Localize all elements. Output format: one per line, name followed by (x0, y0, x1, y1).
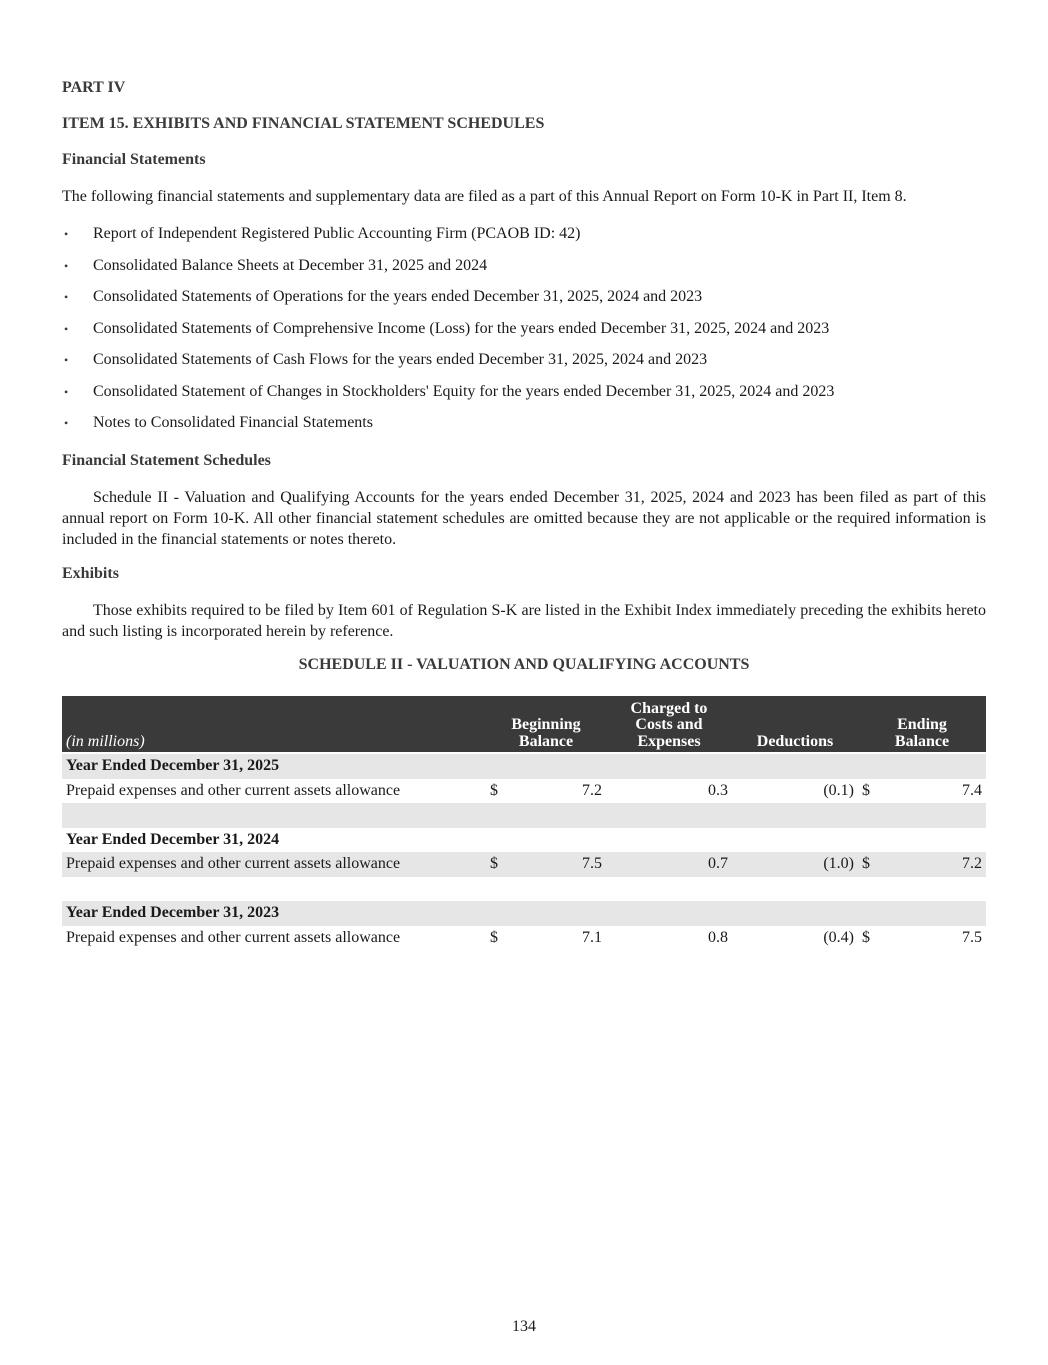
table-row (62, 852, 986, 877)
row-label: Prepaid expenses and other current assets allowance (66, 781, 401, 799)
list-item-text: Report of Independent Registered Public Accounting Firm (PCAOB ID: 42) (93, 225, 581, 242)
list-item-text: Consolidated Statements of Operations for the years ended December 31, 2025, 2024 and 2023 (93, 288, 703, 305)
bullet-icon: • (64, 353, 69, 367)
financial-statements-intro: The following financial statements and supplementary data are filed as a part of this Annual Report on Form 10-K in Part II, Item 8. (62, 188, 907, 205)
table-row (62, 926, 986, 951)
bullet-icon: • (64, 321, 69, 336)
bullet-icon: • (64, 227, 69, 241)
beginning-balance: 7.1 (582, 928, 602, 946)
spacer-row (62, 877, 986, 902)
list-item-text: Notes to Consolidated Financial Statements (93, 414, 373, 431)
bullet-icon: • (64, 416, 69, 430)
currency-symbol: $ (862, 928, 870, 946)
currency-symbol: $ (490, 855, 498, 873)
year-row (62, 753, 986, 779)
charged-value: 0.3 (708, 781, 728, 799)
deductions-header: Deductions (732, 696, 858, 753)
spacer-row (62, 803, 986, 828)
bullet-icon: • (64, 290, 69, 304)
charged-value: 0.7 (708, 855, 728, 873)
list-item (62, 348, 986, 380)
row-label: Prepaid expenses and other current assets allowance (66, 928, 401, 946)
deductions-value: (0.1) (823, 781, 854, 799)
year-row (62, 828, 986, 853)
list-item-text: Consolidated Balance Sheets at December 31, 2025 and 2024 (93, 256, 488, 274)
currency-symbol: $ (862, 781, 870, 799)
beginning-balance: 7.2 (582, 781, 602, 799)
bullet-icon: • (64, 258, 69, 273)
list-item-text: Consolidated Statement of Changes in Stockholders' Equity for the years ended December 31, 2025, 2024 and 2023 (93, 382, 835, 400)
list-item (62, 222, 986, 254)
schedules-paragraph: Schedule II - Valuation and Qualifying Accounts for the years ended December 31, 2025, 2024 and 2023 has been filed as part of this annual report on Form 10-K. All other financial statement schedules are omitted because they are not applicable or the required information is included in the financial statements or notes thereto. (62, 489, 986, 548)
list-item-text: Consolidated Statements of Cash Flows for the years ended December 31, 2025, 2024 and 2023 (93, 351, 708, 368)
currency-symbol: $ (490, 781, 498, 799)
exhibits-paragraph: Those exhibits required to be filed by Item 601 of Regulation S-K are listed in the Exhibit Index immediately preceding the exhibits hereto and such listing is incorporated herein by reference. (62, 602, 986, 640)
schedules-heading: Financial Statement Schedules (62, 452, 271, 469)
bullet-icon: • (64, 384, 69, 399)
charged-header: Charged to Costs and Expenses (606, 696, 732, 753)
units-header: (in millions) (62, 696, 486, 753)
schedule-title: SCHEDULE II - VALUATION AND QUALIFYING ACCOUNTS (298, 656, 750, 673)
list-item (62, 317, 986, 349)
ending-balance: 7.2 (962, 855, 982, 873)
exhibits-heading: Exhibits (62, 565, 119, 582)
list-item (62, 411, 986, 443)
page-number: 134 (512, 1318, 536, 1335)
ending-balance: 7.4 (962, 781, 982, 799)
financial-statements-heading: Financial Statements (62, 151, 206, 168)
charged-value: 0.8 (708, 928, 728, 946)
financial-statements-list (62, 222, 986, 443)
list-item (62, 380, 986, 412)
beginning-balance-header: Beginning Balance (486, 696, 606, 753)
year-label: Year Ended December 31, 2023 (66, 904, 280, 922)
part-heading: PART IV (62, 79, 126, 96)
year-row (62, 901, 986, 926)
currency-symbol: $ (862, 855, 870, 873)
list-item-text: Consolidated Statements of Comprehensive Income (Loss) for the years ended December 31, 2025, 2024 and 2023 (93, 319, 830, 337)
deductions-value: (0.4) (823, 928, 854, 946)
beginning-balance: 7.5 (582, 855, 602, 873)
currency-symbol: $ (490, 928, 498, 946)
ending-balance: 7.5 (962, 928, 982, 946)
item-heading: ITEM 15. EXHIBITS AND FINANCIAL STATEMENT SCHEDULES (62, 115, 545, 132)
table-row (62, 779, 986, 804)
valuation-accounts-table (62, 696, 986, 950)
year-label: Year Ended December 31, 2024 (66, 830, 280, 848)
list-item (62, 285, 986, 317)
year-label: Year Ended December 31, 2025 (66, 757, 280, 775)
deductions-value: (1.0) (823, 855, 854, 873)
row-label: Prepaid expenses and other current assets allowance (66, 855, 401, 873)
list-item (62, 254, 986, 286)
ending-balance-header: Ending Balance (858, 696, 986, 753)
table-header-row (62, 696, 986, 753)
